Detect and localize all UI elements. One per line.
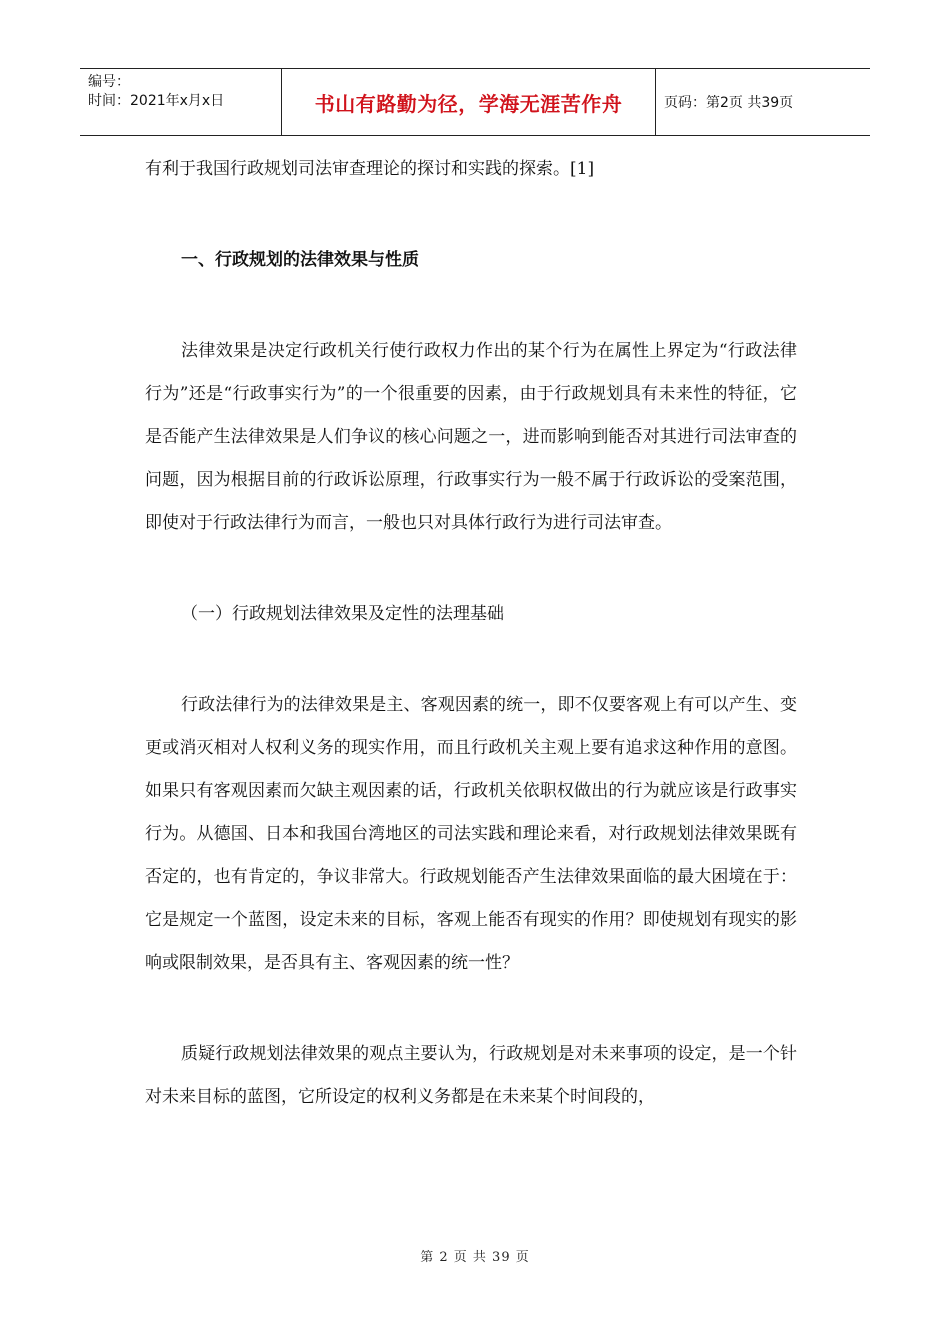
header-meta bbox=[80, 69, 282, 135]
document-header bbox=[80, 68, 870, 136]
section-heading: 一、行政规划的法律效果与性质 bbox=[181, 250, 419, 270]
document-number-label: 编号： bbox=[88, 74, 130, 90]
paragraph-continued: 有利于我国行政规划司法审查理论的探讨和实践的探索。[1] bbox=[145, 159, 595, 179]
header-motto: 书山有路勤为径，学海无涯苦作舟 bbox=[282, 69, 656, 135]
header-page-code: 页码：第2页 共39页 bbox=[664, 95, 794, 111]
document-body bbox=[145, 148, 797, 1119]
paragraph: 法律效果是决定行政机关行使行政权力作出的某个行为在属性上界定为“行政法律行为”还是“行政事实行为”的一个很重要的因素，由于行政规划具有未来性的特征，它是否能产生法律效果是人们争议的核心问题之一，进而影响到能否对其进行司法审查的问题，因为根据目前的行政诉讼原理，行政事实行为一般不属于行政诉讼的受案范围，即使对于行政法律行为而言，一般也只对具体行政行为进行司法审查。 bbox=[145, 341, 797, 533]
subsection-heading: （一）行政规划法律效果及定性的法理基础 bbox=[181, 604, 504, 624]
document-date-label: 时间：2021年x月x日 bbox=[88, 93, 225, 109]
paragraph: 行政法律行为的法律效果是主、客观因素的统一，即不仅要客观上有可以产生、变更或消灭相对人权利义务的现实作用，而且行政机关主观上要有追求这种作用的意图。如果只有客观因素而欠缺主观因素的话，行政机关依职权做出的行为就应该是行政事实行为。从德国、日本和我国台湾地区的司法实践和理论来看，对行政规划法律效果既有否定的，也有肯定的，争议非常大。行政规划能否产生法律效果面临的最大困境在于：它是规定一个蓝图，设定未来的目标，客观上能否有现实的作用？即使规划有现实的影响或限制效果，是否具有主、客观因素的统一性？ bbox=[145, 695, 797, 973]
paragraph: 质疑行政规划法律效果的观点主要认为，行政规划是对未来事项的设定，是一个针对未来目标的蓝图，它所设定的权利义务都是在未来某个时间段的， bbox=[145, 1044, 797, 1107]
page-footer: 第 2 页 共 39 页 bbox=[420, 1250, 530, 1265]
